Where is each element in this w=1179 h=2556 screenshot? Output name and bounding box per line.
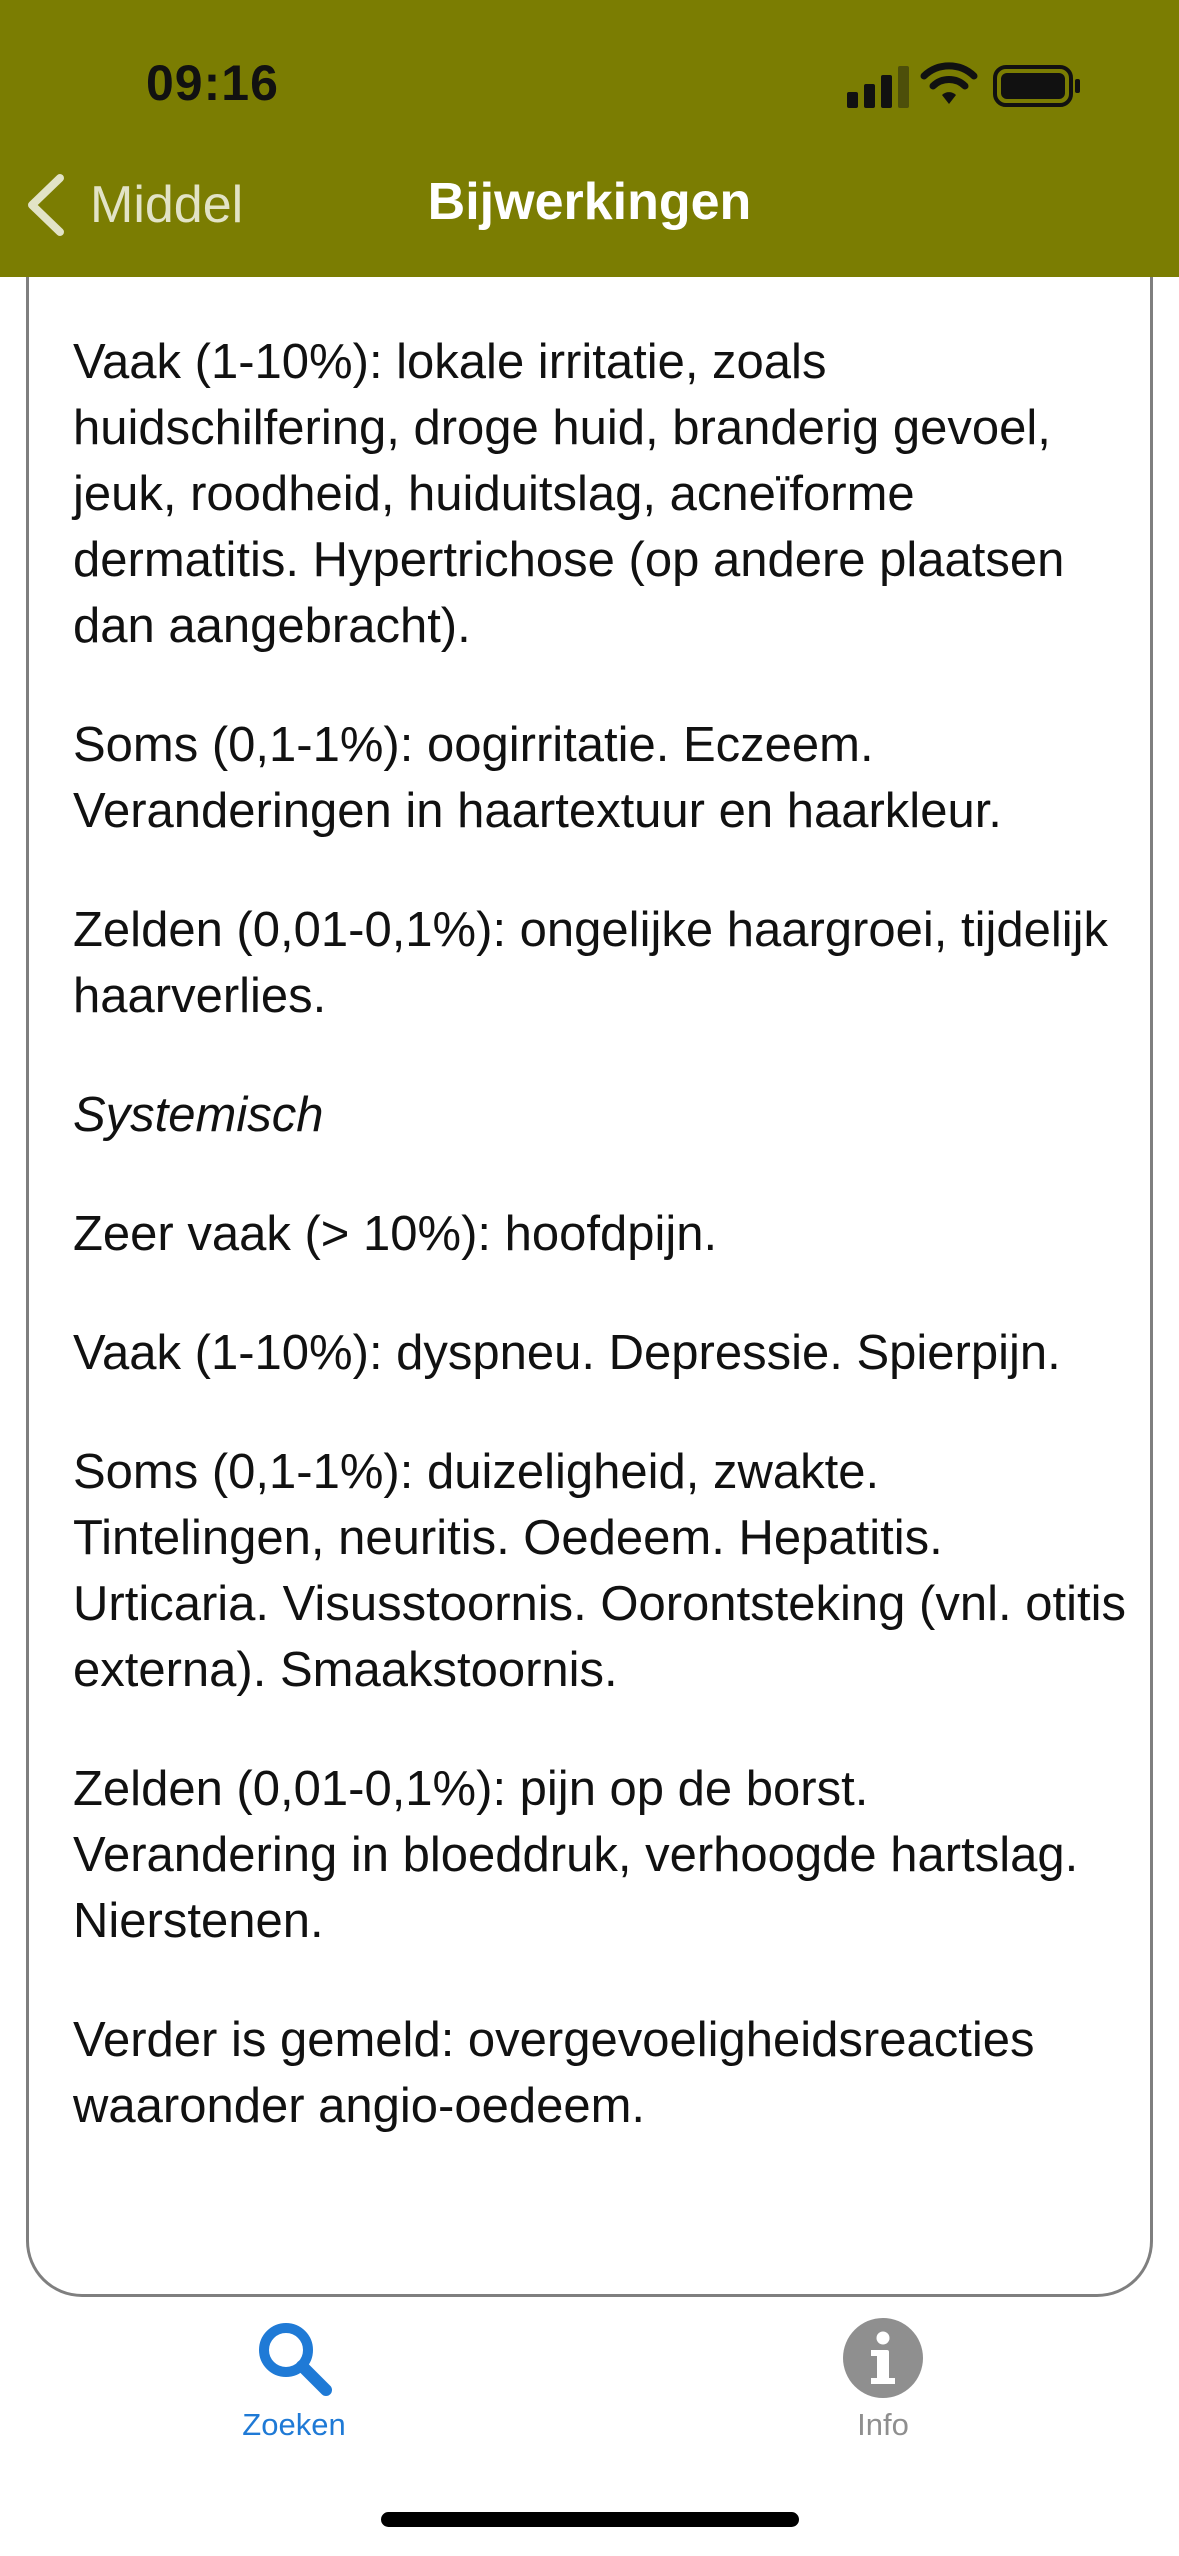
paragraph-rare-local: Zelden (0,01-0,1%): ongelijke haargroei, tijdelijk haarverlies. bbox=[73, 903, 1109, 1023]
back-button-label: Middel bbox=[90, 176, 244, 234]
paragraph-common-systemic: Vaak (1-10%): dyspneu. Depressie. Spierpijn. bbox=[73, 1326, 1061, 1380]
wifi-icon bbox=[920, 58, 978, 108]
tab-search[interactable] bbox=[144, 2315, 444, 2443]
paragraph-rare-systemic: Zelden (0,01-0,1%): pijn op de borst. Verandering in bloeddruk, verhoogde hartslag. Nierstenen. bbox=[73, 1762, 1079, 1948]
section-heading-systemic: Systemisch bbox=[73, 1088, 324, 1142]
paragraph-also-reported: Verder is gemeld: overgevoeligheidsreacties waaronder angio-oedeem. bbox=[73, 2013, 1035, 2133]
side-effects-text bbox=[73, 329, 1133, 2192]
tab-info-label: Info bbox=[857, 2407, 909, 2442]
navigation-header bbox=[0, 0, 1179, 277]
paragraph-very-common-systemic: Zeer vaak (> 10%): hoofdpijn. bbox=[73, 1207, 718, 1261]
tab-info[interactable] bbox=[733, 2315, 1033, 2443]
magnifying-glass-icon bbox=[251, 2315, 337, 2401]
paragraph-common-local: Vaak (1-10%): lokale irritatie, zoals huidschilfering, droge huid, branderig gevoel, jeuk, roodheid, huiduitslag, acneïforme dermatitis. Hypertrichose (op andere plaatsen dan aangebracht). bbox=[73, 335, 1065, 653]
tab-search-label: Zoeken bbox=[242, 2407, 346, 2442]
info-circle-icon bbox=[840, 2315, 926, 2401]
paragraph-uncommon-systemic: Soms (0,1-1%): duizeligheid, zwakte. Tintelingen, neuritis. Oedeem. Hepatitis. Urticaria. Visusstoornis. Oorontsteking (vnl. otitis externa). Smaakstoornis. bbox=[73, 1445, 1126, 1697]
content-card[interactable] bbox=[26, 277, 1153, 2297]
home-indicator bbox=[381, 2512, 799, 2527]
battery-icon bbox=[993, 64, 1083, 108]
cellular-signal-icon bbox=[843, 64, 915, 108]
status-time: 09:16 bbox=[146, 55, 279, 111]
page-title: Bijwerkingen bbox=[427, 173, 752, 231]
paragraph-uncommon-local: Soms (0,1-1%): oogirritatie. Eczeem. Veranderingen in haartextuur en haarkleur. bbox=[73, 718, 1002, 838]
